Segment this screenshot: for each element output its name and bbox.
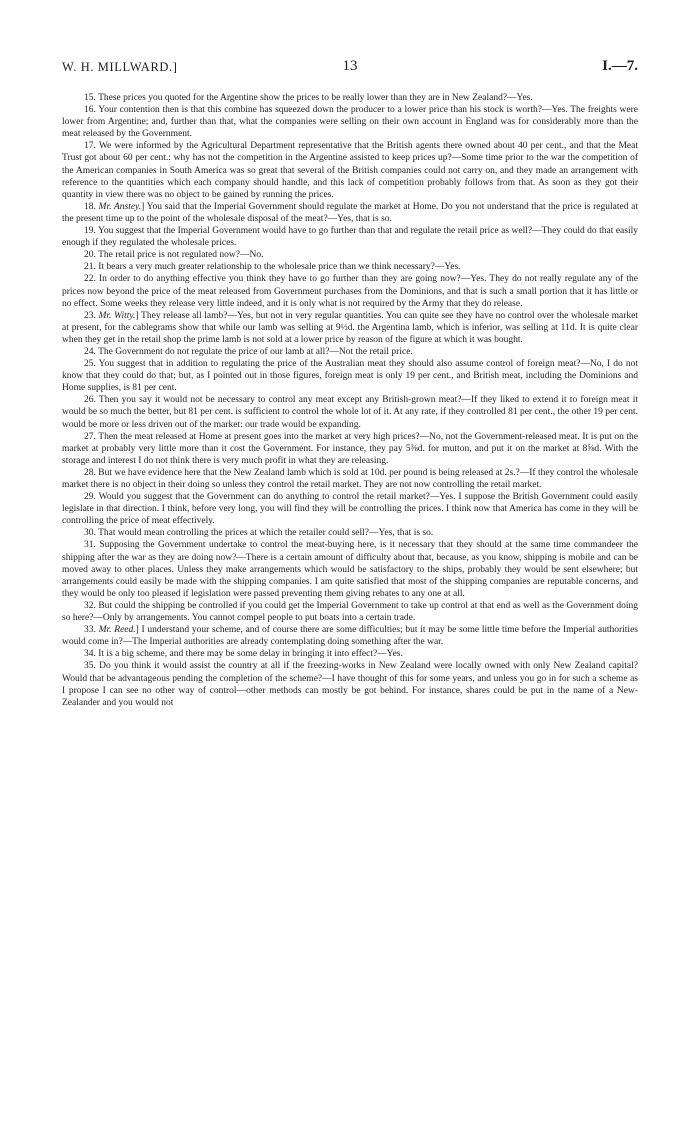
- paragraph-18: [62, 201, 638, 225]
- paragraph-33: [62, 624, 638, 648]
- paragraph-31: 31. Supposing the Government undertake to control the meat-buying here, is it necessary that they should at the same time commandeer the shipping after the war as they are doing now?—There is a certain amount of difficulty about that, because, as you know, shipping is mobile and can be moved away to other places. Unless they make arrangements which would be satisfactory to the ships, probably they would be sent elsewhere; but arrangements could easily be made with the shipping companies. I am quite satisfied that most of the shipping companies are reputable concerns, and they would be only too pleased if legislation were passed preventing them giving rebates to any one at all.: [62, 540, 638, 599]
- paragraph-26: 26. Then you say it would not be necessary to control any meat except any British-grown meat?—If they liked to extend it to foreign meat it would be so much the better, but 81 per cent. is sufficient to control the whole lot of it. At any rate, if they controlled 81 per cent., the other 19 per cent. would be more or less driven out of the market: our trade would be expanding.: [62, 395, 638, 430]
- paragraph-17: 17. We were informed by the Agricultural Department representative that the British agents there owned about 40 per cent., and that the Meat Trust got about 60 per cent.: why has not the competition in the Argentine assisted to keep prices up?—Some time prior to the war the competition of the American companies in South America was so great that several of the British companies could not carry on, and they made an arrangement with reference to the quantities which each company should handle, and this lack of competition probably follows from that. As soon as they got their quantity in view there was no object to be gained by running the prices.: [62, 141, 638, 200]
- paragraph-text: ] I understand your scheme, and of course there are some difficulties; but it may be some little time before the Imperial authorities would come in?—The Imperial authorities are already contemplating doing something after the war.: [62, 625, 638, 648]
- paragraph-text: ] You said that the Imperial Government should regulate the market at Home. Do you not understand that the price is regulated at the present time up to the point of the wholesale disposal of the meat?—Yes, that is so.: [62, 201, 639, 224]
- paragraph-23: [62, 310, 638, 346]
- paragraph-22: 22. In order to do anything effective you think they have to go further than they are going now?—Yes. They do not really regulate any of the prices now beyond the price of the meat released from Government purchases from the Dominions, and that is such a small portion that it has little or no effect. Some weeks they release very little indeed, and it is only what is not required by the Army that they do release.: [62, 274, 638, 309]
- paragraph-30: 30. That would mean controlling the prices at which the retailer could sell?—Yes, that is so.: [84, 528, 434, 539]
- speaker-name: Mr. Anstey.: [98, 201, 142, 212]
- paragraph-19: 19. You suggest that the Imperial Government would have to go further than that and regulate the retail price as well?—They could do that easily enough if they regulated the wholesale prices.: [62, 226, 638, 249]
- paragraph-34: 34. It is a big scheme, and there may be some delay in bringing it into effect?—Yes.: [84, 649, 403, 660]
- paragraph-text: ] They release all lamb?—Yes, but not in very regular quantities. You can quite see they have no control over the wholesale market at present, for the cablegrams show that while our lamb was selling at 9½d. the Argentina lamb, which is inferior, was selling at 11d. It is quite clear when they get in the retail shop the prime lamb is not sold at a lower price by reason of the figure at which it was bought.: [62, 310, 638, 345]
- document-reference: I.—7.: [602, 58, 638, 74]
- paragraph-21: 21. It bears a very much greater relationship to the wholesale price than we think necessary?—Yes.: [84, 262, 461, 273]
- paragraph-25: 25. You suggest that in addition to regulating the price of the Australian meat they should also assume control of foreign meat?—No, I do not know that they could do that; but, as I pointed out in those figures, foreign meat is only 19 per cent., and British meat, including the Dominions and Home supplies, is 81 per cent.: [62, 359, 638, 394]
- document-body: [62, 92, 638, 709]
- speaker-name: Mr. Reed.: [98, 625, 136, 636]
- paragraph-35: 35. Do you think it would assist the country at all if the freezing-works in New Zealand were locally owned with only New Zealand capital? Would that be advantageous pending the completion of the scheme?—I have thought of this for some years, and unless you go in for such a scheme as I propose I can see no other way of control—other methods can mostly be got behind. For instance, shares could be put in the name of a New-Zealander and you would not: [62, 661, 638, 708]
- paragraph-27: 27. Then the meat released at Home at present goes into the market at very high prices?—No, not the Government-released meat. It is put on the market at probably very little more than it cost the Government. For instance, they pay 5⅜d. for mutton, and put it on the market at 8⅝d. With the storage and interest I do not think there is very much profit in what they are releasing.: [62, 431, 638, 466]
- paragraph-28: 28. But we have evidence here that the New Zealand lamb which is sold at 10d. per pound is being released at 2s.?—If they control the wholesale market there is no object in their doing so unless they control the retail market. They are not now controlling the retail market.: [62, 467, 638, 490]
- speaker-name: Mr. Witty.: [98, 310, 136, 321]
- paragraph-29: 29. Would you suggest that the Government can do anything to control the retail market?—Yes. I suppose the British Government could easily legislate in that direction. I think, before very long, you will find they will be controlling the prices. I think now that America has come in they will be controlling the price of meat effectively.: [62, 492, 638, 527]
- paragraph-15: 15. These prices you quoted for the Argentine show the prices to be really lower than they are in New Zealand?—Yes.: [84, 93, 533, 103]
- paragraph-20: 20. The retail price is not regulated now?—No.: [84, 250, 264, 261]
- document-page: [62, 60, 638, 709]
- paragraph-number: 23.: [84, 310, 99, 321]
- paragraph-32: 32. But could the shipping be controlled if you could get the Imperial Government to take up control at that end as well as the Government doing so here?—Only by arrangements. You cannot compel people to put boats into a certain trade.: [62, 600, 638, 624]
- header-witness-name: W. H. MILLWARD.]: [62, 60, 178, 74]
- page-header: [62, 60, 638, 80]
- paragraph-16: 16. Your contention then is that this combine has squeezed down the producer to a lower price than his stock is worth?—Yes. The freights were lower from Argentine; and, further than that, what the companies were selling on their own account in England was for considerably more than the meat released by the Government.: [62, 105, 638, 140]
- page-number: 13: [342, 58, 358, 74]
- paragraph-24: 24. The Government do not regulate the price of our lamb at all?—Not the retail price.: [84, 346, 413, 357]
- paragraph-number: 33.: [84, 625, 99, 636]
- paragraph-number: 18.: [84, 201, 99, 212]
